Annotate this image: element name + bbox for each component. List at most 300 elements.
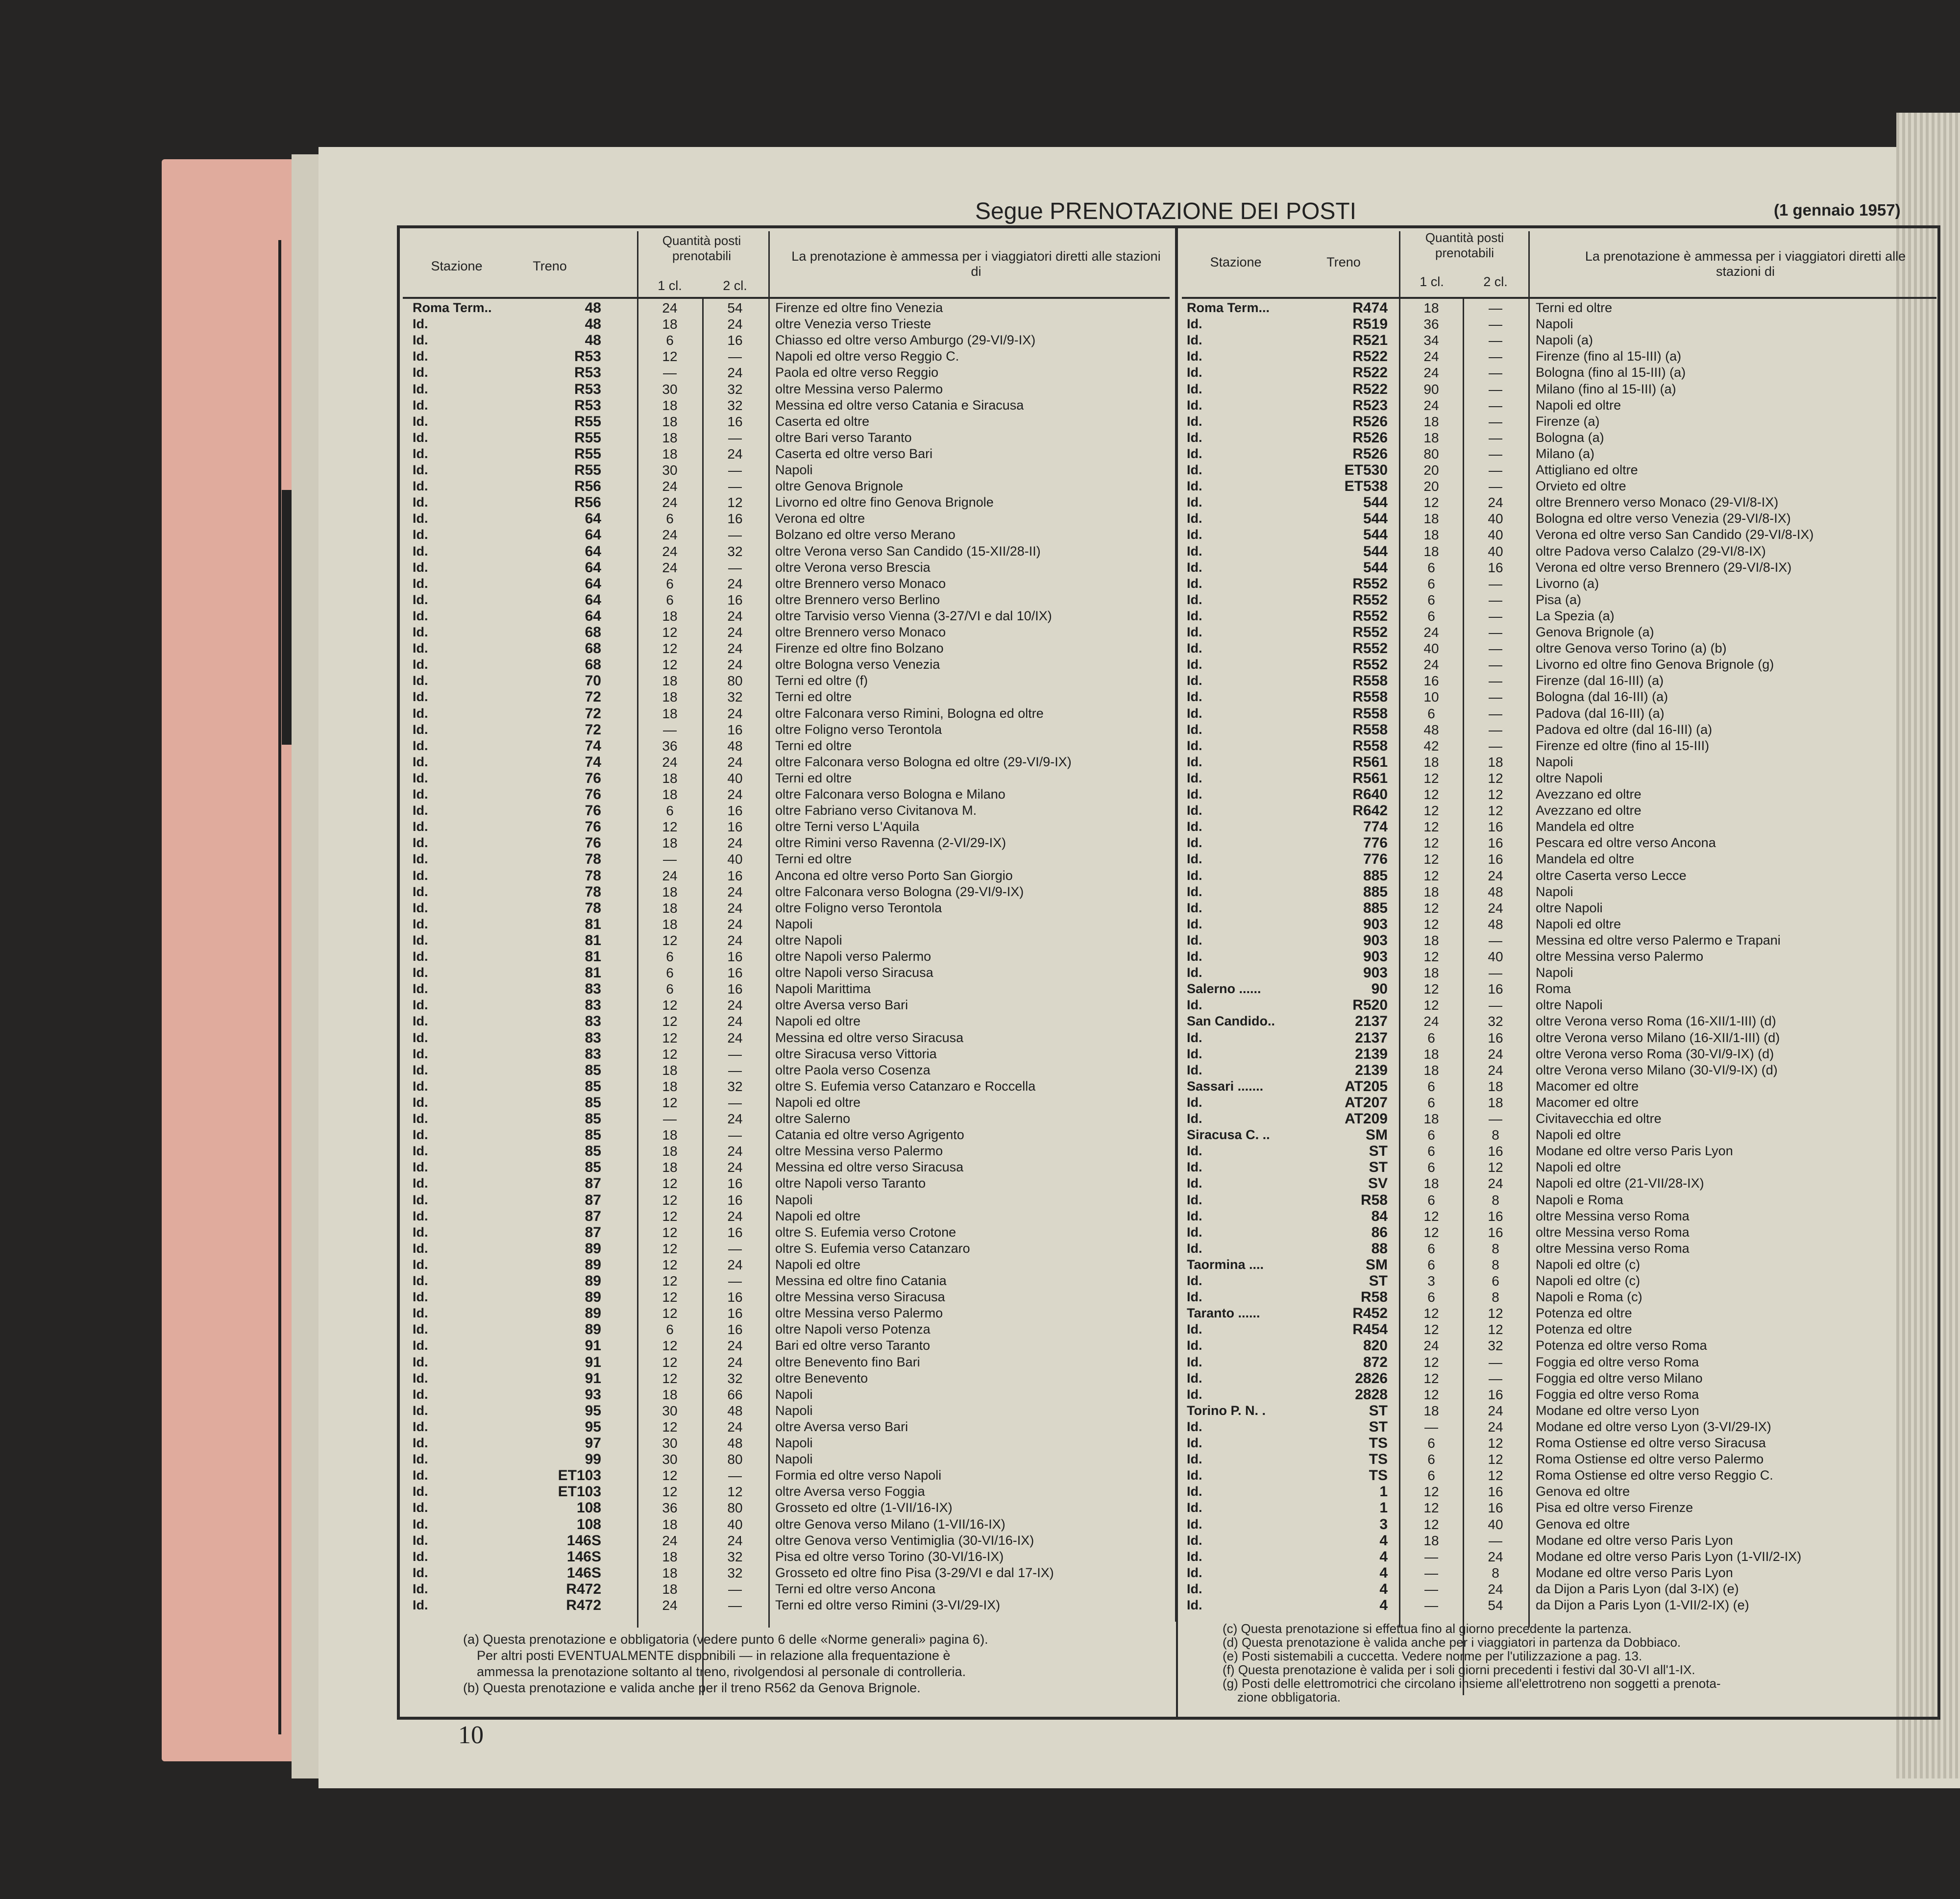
first-class-cell: 12 (1423, 1224, 1439, 1240)
destination-cell: oltre Verona verso Roma (16-XII/1-III) (d) (1536, 1014, 1776, 1029)
second-class-cell: 16 (1488, 1208, 1503, 1224)
station-cell: Id. (1187, 1533, 1202, 1548)
second-class-cell: 66 (727, 1387, 743, 1402)
first-class-cell: 6 (666, 333, 674, 348)
train-cell: 78 (585, 851, 601, 868)
second-class-cell: 54 (727, 300, 743, 316)
table-row (1182, 381, 1936, 397)
first-class-cell: 12 (1423, 949, 1439, 964)
destination-cell: Macomer ed oltre (1536, 1095, 1639, 1110)
train-cell: 91 (585, 1370, 601, 1387)
station-cell: Id. (1187, 1208, 1202, 1223)
destination-cell: Verona ed oltre verso Brennero (29-VI/8-IX) (1536, 560, 1792, 575)
table-row (403, 1549, 1170, 1565)
destination-cell: Verona ed oltre (775, 511, 865, 526)
destination-cell: oltre Messina verso Roma (1536, 1224, 1690, 1240)
destination-cell: Napoli ed oltre (c) (1536, 1257, 1641, 1272)
table-row (403, 1224, 1170, 1241)
first-class-cell: 18 (662, 316, 678, 332)
table-row (1182, 1159, 1936, 1175)
destination-cell: oltre Siracusa verso Vittoria (775, 1046, 937, 1061)
table-row (403, 738, 1170, 754)
station-cell: Id. (413, 738, 428, 753)
destination-cell: Avezzano ed oltre (1536, 787, 1642, 802)
station-cell: Id. (413, 1127, 428, 1143)
train-cell: 81 (585, 916, 601, 932)
destination-cell: Messina ed oltre verso Siracusa (775, 1160, 964, 1175)
table-row (403, 1175, 1170, 1192)
train-cell: 872 (1363, 1354, 1388, 1370)
table-row (403, 1419, 1170, 1435)
first-class-cell: 12 (1423, 819, 1439, 835)
table-row (403, 348, 1170, 365)
first-class-cell: 6 (1427, 1095, 1435, 1110)
table-row (403, 932, 1170, 949)
station-cell: Id. (413, 722, 428, 737)
second-class-cell: 16 (1488, 835, 1503, 851)
station-cell: Id. (413, 1516, 428, 1532)
table-row (1182, 511, 1936, 527)
destination-cell: oltre Aversa verso Bari (775, 998, 908, 1013)
second-class-cell: 16 (727, 949, 743, 964)
table-row (1182, 835, 1936, 851)
second-class-cell: 32 (727, 381, 743, 397)
station-cell: Id. (1187, 819, 1202, 834)
train-cell: 774 (1363, 819, 1388, 835)
destination-cell: Napoli ed oltre (775, 1257, 861, 1272)
station-cell: Id. (413, 852, 428, 867)
table-row (403, 1127, 1170, 1143)
train-cell: 74 (585, 737, 601, 754)
station-cell: Id. (413, 1290, 428, 1305)
train-cell: 108 (576, 1500, 601, 1516)
destination-cell: Pisa ed oltre verso Firenze (1536, 1500, 1693, 1515)
destination-cell: Napoli ed oltre (775, 1014, 861, 1029)
table-row (1182, 689, 1936, 705)
destination-cell: Napoli (775, 1452, 813, 1467)
destination-cell: Firenze ed oltre fino Bolzano (775, 641, 944, 656)
table-row (403, 1597, 1170, 1613)
train-cell: R454 (1352, 1321, 1388, 1338)
destination-cell: Paola ed oltre verso Reggio (775, 365, 939, 380)
second-class-cell: 24 (727, 1338, 743, 1354)
first-class-cell: 12 (662, 1354, 678, 1370)
second-class-cell: 8 (1492, 1290, 1499, 1305)
table-row (403, 1208, 1170, 1224)
train-cell: R56 (574, 478, 601, 495)
destination-cell: oltre Falconara verso Rimini, Bologna ed oltre (775, 706, 1044, 721)
train-cell: R474 (1352, 300, 1388, 316)
table-row (403, 1370, 1170, 1387)
first-class-cell: 30 (662, 463, 678, 478)
destination-cell: Napoli (a) (1536, 333, 1593, 348)
table-row (1182, 543, 1936, 560)
train-cell: R640 (1352, 786, 1388, 803)
second-class-cell: 40 (727, 770, 743, 786)
table-row (1182, 1597, 1936, 1613)
destination-cell: Bari ed oltre verso Taranto (775, 1338, 931, 1353)
station-cell: Id. (413, 1419, 428, 1434)
col-station-right: Stazione (1210, 255, 1262, 269)
train-cell: 95 (585, 1402, 601, 1419)
train-cell: 81 (585, 949, 601, 965)
table-row (403, 1273, 1170, 1289)
note-g: (g) Posti delle elettromotrici che circolano insieme all'elettrotreno non soggetti a prenota- (1223, 1676, 1721, 1691)
first-class-cell: 24 (662, 543, 678, 559)
table-row (403, 1338, 1170, 1354)
station-cell: Id. (413, 608, 428, 623)
first-class-cell: 12 (662, 1030, 678, 1046)
destination-cell: Messina ed oltre fino Catania (775, 1273, 947, 1288)
center-rule (1175, 225, 1178, 1622)
station-cell: Id. (1187, 1581, 1202, 1596)
table-row (1182, 786, 1936, 803)
train-cell: 776 (1363, 851, 1388, 868)
train-cell: 91 (585, 1338, 601, 1354)
train-cell: 2826 (1355, 1370, 1388, 1387)
destination-cell: Pisa ed oltre verso Torino (30-VI/16-IX) (775, 1549, 1004, 1564)
first-class-cell: 12 (662, 1176, 678, 1192)
first-class-cell: 12 (662, 1257, 678, 1272)
first-class-cell: 12 (662, 1014, 678, 1029)
station-cell: Id. (413, 463, 428, 477)
train-cell: R558 (1352, 721, 1388, 738)
train-cell: 903 (1363, 932, 1388, 949)
table-row (1182, 900, 1936, 916)
train-cell: 83 (585, 997, 601, 1014)
station-cell: Id. (1187, 1598, 1202, 1612)
station-cell: Id. (1187, 1354, 1202, 1369)
train-cell: R58 (1360, 1192, 1388, 1208)
station-cell: Id. (413, 1160, 428, 1175)
train-cell: 64 (585, 608, 601, 624)
second-class-cell: 24 (727, 625, 743, 640)
destination-cell: oltre Verona verso Roma (30-VI/9-IX) (d) (1536, 1046, 1774, 1061)
station-cell: Id. (413, 770, 428, 785)
station-cell: Id. (413, 1257, 428, 1272)
notes-right (1223, 1622, 1933, 1704)
table-row (403, 511, 1170, 527)
train-cell: R522 (1352, 365, 1388, 381)
second-class-cell: 24 (1488, 495, 1503, 511)
table-row (1182, 478, 1936, 494)
first-class-cell: 12 (662, 1484, 678, 1500)
station-cell: Id. (1187, 657, 1202, 672)
col-qty: Quantità posti prenotabili (662, 233, 741, 263)
table-row (403, 1192, 1170, 1208)
station-cell: Id. (413, 900, 428, 915)
destination-cell: Modane ed oltre verso Paris Lyon (1-VII/2-IX) (1536, 1549, 1802, 1564)
destination-cell: Padova ed oltre (dal 16-III) (a) (1536, 722, 1713, 737)
first-class-cell: 18 (1423, 1403, 1439, 1418)
destination-cell: oltre Napoli verso Siracusa (775, 965, 933, 980)
destination-cell: Civitavecchia ed oltre (1536, 1111, 1662, 1126)
table-row (403, 673, 1170, 689)
table-row (1182, 851, 1936, 867)
train-cell: AT205 (1345, 1078, 1388, 1095)
train-cell: 776 (1363, 835, 1388, 852)
train-cell: R55 (574, 429, 601, 446)
train-cell: AT209 (1345, 1111, 1388, 1127)
first-class-cell: 40 (1423, 641, 1439, 657)
destination-cell: Terni ed oltre verso Rimini (3-VI/29-IX) (775, 1598, 1001, 1612)
station-cell: Id. (1187, 738, 1202, 753)
first-class-cell: 18 (1423, 932, 1439, 948)
table-row (1182, 1289, 1936, 1305)
station-cell: Id. (1187, 754, 1202, 769)
destination-cell: Bologna (dal 16-III) (a) (1536, 689, 1668, 705)
table-row (403, 478, 1170, 494)
table-row (403, 1500, 1170, 1516)
notes-left (463, 1631, 1169, 1696)
train-cell: R552 (1352, 657, 1388, 673)
first-class-cell: 12 (1423, 1484, 1439, 1500)
destination-cell: Napoli (775, 463, 813, 477)
table-row (1182, 803, 1936, 819)
first-class-cell: 3 (1427, 1273, 1435, 1289)
destination-cell: oltre Foligno verso Terontola (775, 722, 942, 737)
table-row (1182, 1516, 1936, 1533)
second-class-cell: 12 (1488, 1306, 1503, 1321)
second-class-cell: 16 (1488, 560, 1503, 575)
second-class-cell: 32 (727, 1370, 743, 1386)
table-row (403, 462, 1170, 478)
first-class-cell: 18 (662, 1062, 678, 1078)
second-class-cell: 32 (727, 689, 743, 705)
table-row (403, 803, 1170, 819)
col-cl1-right: 1 cl. (1420, 274, 1444, 289)
table-row (403, 1095, 1170, 1111)
first-class-cell: 24 (662, 495, 678, 511)
station-cell: Id. (1187, 592, 1202, 607)
second-class-cell: 24 (1488, 1403, 1503, 1418)
station-cell: Id. (413, 1598, 428, 1612)
second-class-cell: — (1489, 463, 1502, 478)
train-cell: 76 (585, 770, 601, 786)
train-cell: 48 (585, 316, 601, 333)
destination-cell: Napoli (1536, 884, 1573, 899)
destination-cell: Bologna ed oltre verso Venezia (29-VI/8-IX) (1536, 511, 1791, 526)
station-cell: Id. (1187, 333, 1202, 348)
station-cell: Id. (1187, 1290, 1202, 1305)
train-cell: 2137 (1355, 1029, 1388, 1046)
destination-cell: Livorno (a) (1536, 576, 1599, 591)
col-train-right: Treno (1326, 255, 1361, 269)
station-cell: Id. (413, 625, 428, 639)
train-cell: 85 (585, 1159, 601, 1176)
destination-cell: oltre Napoli (1536, 998, 1603, 1013)
train-cell: 91 (585, 1354, 601, 1370)
second-class-cell: — (728, 527, 742, 543)
station-cell: Id. (1187, 1111, 1202, 1126)
second-class-cell: 16 (727, 1192, 743, 1208)
station-cell: Id. (413, 576, 428, 591)
station-cell: Id. (413, 446, 428, 461)
first-class-cell: 18 (662, 1078, 678, 1094)
table-row (1182, 1224, 1936, 1241)
second-class-cell: — (1489, 673, 1502, 689)
station-cell: Id. (1187, 884, 1202, 899)
station-cell: Id. (413, 1306, 428, 1321)
station-cell: Id. (1187, 543, 1202, 559)
second-class-cell: 24 (727, 1419, 743, 1435)
first-class-cell: 18 (662, 1549, 678, 1564)
second-class-cell: 24 (727, 1257, 743, 1272)
first-class-cell: 6 (1427, 1468, 1435, 1484)
second-class-cell: 12 (1488, 1322, 1503, 1338)
destination-cell: oltre Brennero verso Berlino (775, 592, 940, 607)
second-class-cell: 16 (727, 333, 743, 348)
table-row (403, 1354, 1170, 1370)
first-class-cell: 48 (1423, 722, 1439, 737)
destination-cell: oltre Brennero verso Monaco (775, 576, 946, 591)
second-class-cell: — (1489, 300, 1502, 316)
table-row (403, 1046, 1170, 1062)
first-class-cell: 24 (1423, 365, 1439, 381)
second-class-cell: 18 (1488, 754, 1503, 770)
train-cell: ST (1369, 1273, 1388, 1289)
table-header (403, 229, 1170, 299)
destination-cell: oltre Brennero verso Monaco (29-VI/8-IX) (1536, 495, 1779, 510)
train-cell: 2139 (1355, 1062, 1388, 1078)
table-row (1182, 1143, 1936, 1159)
station-cell: Id. (413, 998, 428, 1013)
second-class-cell: 12 (727, 1484, 743, 1500)
station-cell: Id. (1187, 835, 1202, 851)
station-cell: Id. (1187, 316, 1202, 332)
first-class-cell: 12 (1423, 1387, 1439, 1402)
station-cell: Id. (413, 932, 428, 948)
train-cell: 97 (585, 1435, 601, 1451)
destination-cell: Milano (a) (1536, 446, 1595, 461)
table-row (1182, 1208, 1936, 1224)
station-cell: Id. (413, 1111, 428, 1126)
train-cell: R56 (574, 494, 601, 511)
second-class-cell: 40 (727, 852, 743, 867)
destination-cell: Grosseto ed oltre fino Pisa (3-29/VI e dal 17-IX) (775, 1565, 1054, 1580)
first-class-cell: 12 (1423, 787, 1439, 802)
second-class-cell: 24 (727, 576, 743, 591)
first-class-cell: 12 (1423, 998, 1439, 1013)
table-row (403, 868, 1170, 884)
second-class-cell: — (1489, 381, 1502, 397)
train-cell: 108 (576, 1516, 601, 1533)
train-cell: TS (1369, 1435, 1388, 1451)
destination-cell: Mandela ed oltre (1536, 819, 1635, 834)
train-cell: 81 (585, 965, 601, 981)
station-cell: San Candido.. (1187, 1014, 1275, 1029)
destination-cell: Verona ed oltre verso San Candido (29-VI/8-IX) (1536, 527, 1814, 542)
destination-cell: oltre Napoli verso Potenza (775, 1322, 931, 1337)
station-cell: Id. (1187, 365, 1202, 380)
train-cell: R53 (574, 348, 601, 365)
station-cell: Id. (413, 1581, 428, 1596)
second-class-cell: — (728, 1581, 742, 1597)
second-class-cell: 12 (1488, 770, 1503, 786)
first-class-cell: 30 (662, 381, 678, 397)
destination-cell: Caserta ed oltre verso Bari (775, 446, 933, 461)
station-cell: Id. (413, 916, 428, 931)
destination-cell: Napoli (1536, 754, 1573, 769)
second-class-cell: 24 (727, 884, 743, 900)
second-class-cell: 12 (1488, 1436, 1503, 1451)
first-class-cell: 12 (662, 1095, 678, 1110)
first-class-cell: — (1424, 1419, 1438, 1435)
second-class-cell: 8 (1492, 1241, 1499, 1256)
train-cell: 85 (585, 1143, 601, 1160)
destination-cell: Firenze ed oltre fino Venezia (775, 300, 943, 315)
second-class-cell: 16 (1488, 819, 1503, 835)
table-row (1182, 608, 1936, 624)
table-row (1182, 1192, 1936, 1208)
first-class-cell: 24 (662, 527, 678, 543)
first-class-cell: 12 (662, 1290, 678, 1305)
first-class-cell: 18 (1423, 1046, 1439, 1062)
first-class-cell: 6 (666, 1322, 674, 1338)
second-class-cell: — (728, 349, 742, 365)
table-row (1182, 706, 1936, 722)
destination-cell: Firenze (fino al 15-III) (a) (1536, 349, 1682, 364)
second-class-cell: 80 (727, 1500, 743, 1516)
destination-cell: Orvieto ed oltre (1536, 479, 1626, 494)
second-class-cell: 24 (727, 641, 743, 657)
destination-cell: Terni ed oltre (f) (775, 673, 868, 688)
table-row (403, 1387, 1170, 1403)
first-class-cell: 18 (1423, 1111, 1439, 1126)
second-class-cell: 16 (727, 868, 743, 883)
train-cell: R522 (1352, 381, 1388, 397)
train-cell: R53 (574, 397, 601, 414)
train-cell: ST (1369, 1159, 1388, 1176)
first-class-cell: 10 (1423, 689, 1439, 705)
station-cell: Sassari ....... (1187, 1078, 1264, 1094)
station-cell: Id. (1187, 916, 1202, 931)
table-row (403, 965, 1170, 981)
first-class-cell: 18 (1423, 300, 1439, 316)
table-row (1182, 1467, 1936, 1484)
table-row (403, 1484, 1170, 1500)
first-class-cell: 30 (662, 1436, 678, 1451)
first-class-cell: 12 (1423, 852, 1439, 867)
first-class-cell: 12 (1423, 803, 1439, 819)
table-row (1182, 462, 1936, 478)
train-cell: 78 (585, 883, 601, 900)
second-class-cell: 24 (727, 1030, 743, 1046)
train-cell: 1 (1379, 1500, 1388, 1516)
station-cell: Id. (413, 560, 428, 575)
train-cell: 4 (1379, 1581, 1388, 1597)
table-row (1182, 1435, 1936, 1451)
first-class-cell: 24 (662, 1533, 678, 1548)
station-cell: Id. (1187, 576, 1202, 591)
table-row (403, 430, 1170, 446)
destination-cell: oltre Napoli (1536, 770, 1603, 785)
table-row (403, 819, 1170, 835)
first-class-cell: 12 (1423, 1306, 1439, 1321)
first-class-cell: 6 (666, 965, 674, 981)
first-class-cell: 12 (1423, 1516, 1439, 1532)
second-class-cell: 18 (1488, 1078, 1503, 1094)
station-cell: Id. (1187, 511, 1202, 526)
station-cell: Id. (413, 1095, 428, 1110)
destination-cell: Caserta ed oltre (775, 414, 870, 429)
train-cell: SV (1368, 1175, 1388, 1192)
train-cell: 544 (1363, 494, 1388, 511)
first-class-cell: 6 (1427, 1436, 1435, 1451)
first-class-cell: 24 (1423, 657, 1439, 673)
second-class-cell: 16 (727, 965, 743, 981)
second-class-cell: 24 (727, 657, 743, 673)
